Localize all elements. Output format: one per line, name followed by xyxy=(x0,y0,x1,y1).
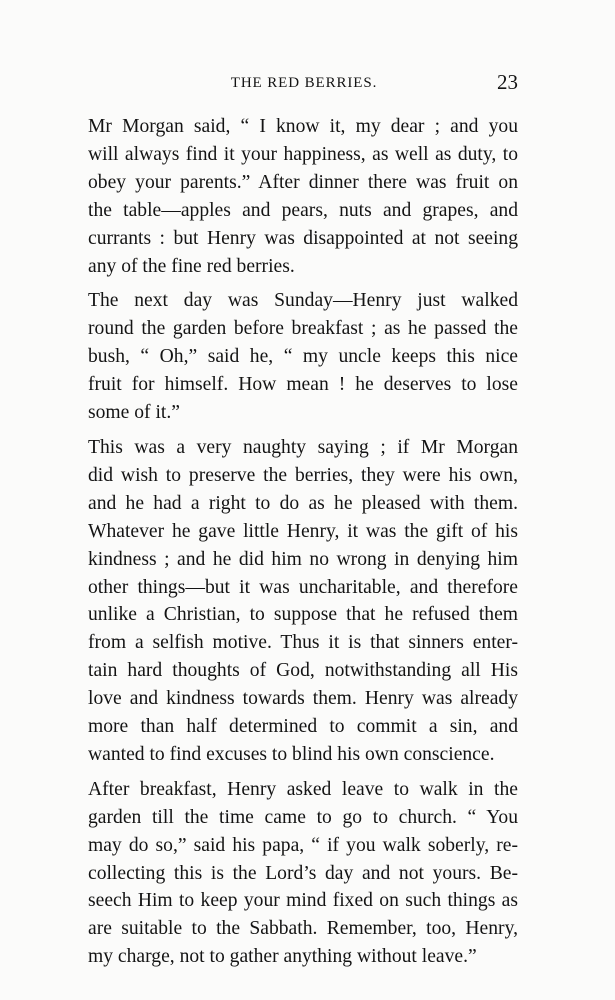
text-line: seech Him to keep your mind fixed on such things as xyxy=(88,890,518,912)
text-line: After breakfast, Henry asked leave to walk in the xyxy=(88,778,518,800)
text-line: The next day was Sunday—Henry just walked xyxy=(88,290,518,312)
text-line: other things—but it was uncharitable, and therefore xyxy=(88,576,518,598)
body-text xyxy=(88,113,518,978)
text-line: fruit for himself. How mean ! he deserves to lose xyxy=(88,374,518,396)
text-line: Mr Morgan said, “ I know it, my dear ; and you xyxy=(88,116,518,137)
paragraph-2 xyxy=(88,287,518,427)
paragraph-1 xyxy=(88,113,518,280)
paragraph-4 xyxy=(88,776,518,971)
text-line: currants : but Henry was disappointed at not seeing xyxy=(88,227,518,249)
text-line: This was a very naughty saying ; if Mr Morgan xyxy=(88,436,518,458)
text-line: did wish to preserve the berries, they were his own, xyxy=(88,464,518,486)
paragraph-3 xyxy=(88,434,518,769)
text-line: garden till the time came to go to church. “ You xyxy=(88,806,518,828)
text-line: my charge, not to gather anything without leave.” xyxy=(88,946,477,968)
text-line: some of it.” xyxy=(88,402,180,424)
text-line: kindness ; and he did him no wrong in denying him xyxy=(88,548,518,570)
text-line: round the garden before breakfast ; as he passed the xyxy=(88,318,518,340)
text-line: the table—apples and pears, nuts and grapes, and xyxy=(88,199,518,221)
text-line: will always find it your happiness, as well as duty, to xyxy=(88,143,518,165)
page-number: 23 xyxy=(497,70,518,94)
text-line: wanted to find excuses to blind his own conscience. xyxy=(88,743,495,765)
text-line: are suitable to the Sabbath. Remember, too, Henry, xyxy=(88,918,518,940)
text-line: may do so,” said his papa, “ if you walk soberly, re- xyxy=(88,834,518,856)
text-line: more than half determined to commit a sin, and xyxy=(88,716,518,738)
text-line: any of the fine red berries. xyxy=(88,255,295,277)
running-head xyxy=(90,72,518,98)
text-line: tain hard thoughts of God, notwithstanding all His xyxy=(88,660,518,682)
text-line: obey your parents.” After dinner there was fruit on xyxy=(88,171,518,193)
text-line: Whatever he gave little Henry, it was the gift of his xyxy=(88,520,518,542)
text-line: and he had a right to do as he pleased with them. xyxy=(88,492,518,514)
text-line: from a selfish motive. Thus it is that sinners enter- xyxy=(88,632,518,654)
text-line: bush, “ Oh,” said he, “ my uncle keeps this nice xyxy=(88,346,518,368)
running-title: THE RED BERRIES. xyxy=(230,75,378,91)
text-line: collecting this is the Lord’s day and not yours. Be- xyxy=(88,862,518,884)
text-line: unlike a Christian, to suppose that he refused them xyxy=(88,604,518,626)
text-line: love and kindness towards them. Henry was already xyxy=(88,688,518,710)
